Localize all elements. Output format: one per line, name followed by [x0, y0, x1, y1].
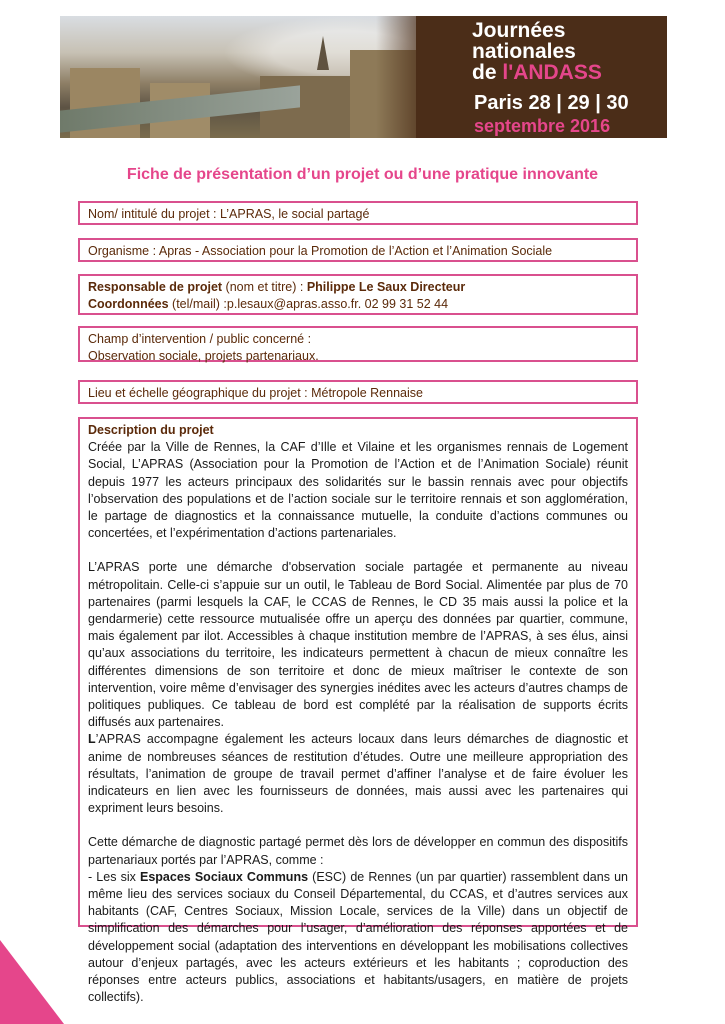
manager-line: Responsable de projet (nom et titre) : Philippe Le Saux Directeur: [88, 280, 466, 294]
project-name: Nom/ intitulé du projet : L’APRAS, le social partagé: [88, 207, 370, 221]
description-paragraph-2: L’APRAS porte une démarche d'observation sociale partagée et permanente au niveau métropolitain. Celle-ci s’appuie sur un outil, le Tableau de Bord Social. Alimentée par plus de 70 partenaires (parmi lesquels la CAF, le CCAS de Rennes, le CD 35 mais aussi la police et la gendarmerie) cette ressource mutualisée offre un aperçu des données par quartier, commune, mais également par ilot. Accessibles à chaque institution membre de l’APRAS, à ses élus, ainsi qu’aux associations du territoire, les indicateurs permettent à chacun de mieux connaître les différentes dimensions de son territoire et donc de mieux maîtriser le contexte de son intervention, voire même d’envisager des synergies inédites avec les acteurs d’autres champs de politiques publiques. Ce tableau de bord est complété par la réalisation de supports écrits diffusés aux partenaires.: [88, 560, 628, 730]
description-paragraph-1: Créée par la Ville de Rennes, la CAF d’Ille et Vilaine et les organismes rennais de Logement Social, L’APRAS (Association pour la Promotion de l’Action et de l’Animation Sociale) réunit depuis 1977 les acteurs principaux des solidarités sur le bassin rennais avec pour objectifs l’observation des populations et de l’action sociale sur le territoire rennais et son agglomération, le partage de diagnostics et la connaissance mutuelle, la conduite d’actions communes ou concertées, et l’expérimentation d’actions partenariales.: [88, 440, 628, 541]
event-title: [472, 20, 602, 83]
event-dates: Paris 28 | 29 | 30: [474, 92, 629, 114]
field-of-action-box: [78, 326, 638, 362]
description-box: [78, 417, 638, 1005]
event-title-panel: [416, 16, 667, 138]
location-box: [78, 380, 638, 404]
paris-cityscape-photo: [60, 16, 416, 138]
description-title: Description du projet: [88, 423, 214, 437]
organization-box: [78, 238, 638, 262]
organization: Organisme : Apras - Association pour la Promotion de l’Action et l’Animation Sociale: [88, 244, 553, 258]
description-paragraph-4: Cette démarche de diagnostic partagé permet dès lors de développer en commun des dispositifs partenariaux portés par l’APRAS, comme :: [88, 835, 628, 867]
manager-box: [78, 274, 638, 315]
field-of-action-label: Champ d’intervention / public concerné :: [88, 332, 312, 346]
pink-corner-decoration: [0, 940, 64, 1024]
contact-line: Coordonnées (tel/mail) :p.lesaux@apras.asso.fr. 02 99 31 52 44: [88, 297, 449, 311]
location: Lieu et échelle géographique du projet : Métropole Rennaise: [88, 386, 423, 400]
project-name-box: [78, 201, 638, 225]
event-month: septembre 2016: [474, 116, 611, 136]
header-banner: [60, 16, 667, 138]
event-title-line3: de l'ANDASS: [472, 61, 602, 84]
event-title-line1: Journées: [472, 19, 566, 42]
description-paragraph-5: - Les six Espaces Sociaux Communs (ESC) de Rennes (un par quartier) rassemblent dans un même lieu des services sociaux du Conseil Départemental, du CCAS, et d’autres services aux habitants (CAF, Centres Sociaux, Mission Locale, services de la Ville) dans un objectif de simplification des démarches pour l’usager, d’amélioration des réponses apportées et de développement social (adaptation des interventions en développant les mobilisations collectives autour d’enjeux partagés, avec les acteurs extérieurs et les habitants ; coproduction des réponses entre acteurs publics, associations et habitants/usagers, en matière de projets collectifs).: [88, 869, 628, 1005]
event-title-line2: nationales: [472, 40, 576, 63]
description-paragraph-3: L’APRAS accompagne également les acteurs locaux dans leurs démarches de diagnostic et anime de nombreuses séances de restitution d’études. Outre une meilleure appropriation des résultats, l’animation de groupe de travail permet d’affiner l’analyse et de faire évoluer les indicateurs en lien avec les fournisseurs de données, mais aussi avec les partenaires qui expriment leurs besoins.: [88, 732, 628, 816]
page-title: Fiche de présentation d’un projet ou d’une pratique innovante: [126, 166, 599, 183]
field-of-action-value: Observation sociale, projets partenariaux.: [88, 349, 319, 363]
